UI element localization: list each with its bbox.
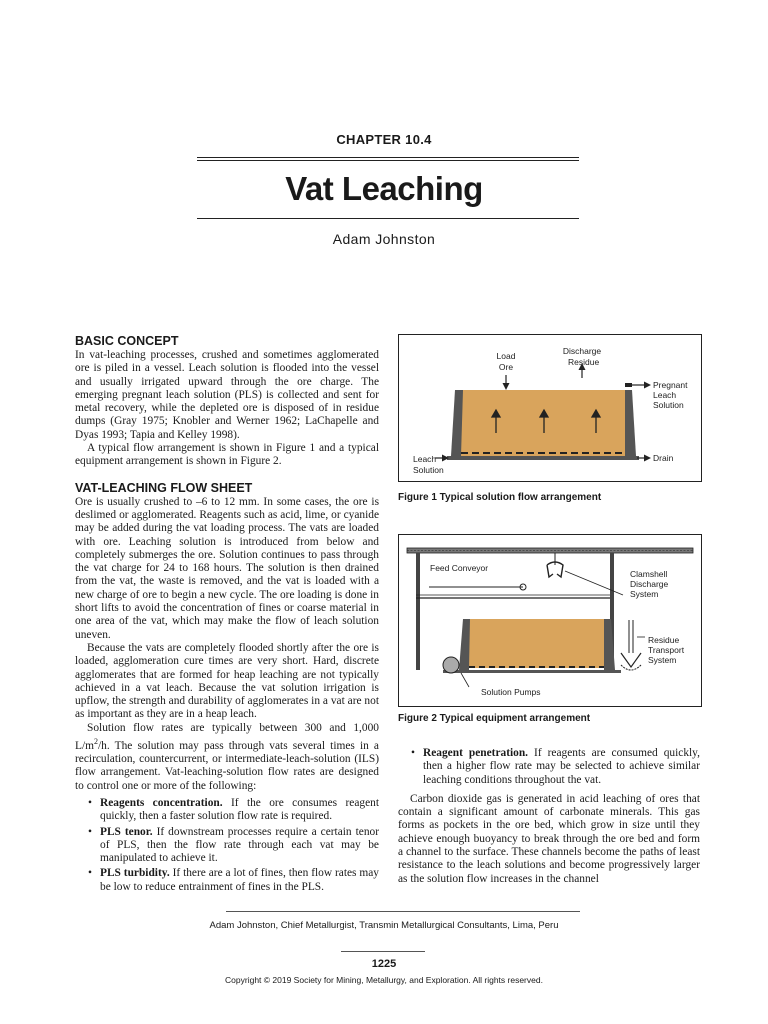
vat2-left-wall: [459, 619, 470, 670]
paragraph-flow-sheet-1: Ore is usually crushed to –6 to 12 mm. In some cases, the ore is deslimed or agglomerated. Reagents such as acid, lime, or cyanide may be added during the vat loading process. The vats are loaded with ore. Leaching solution is introduced from below and completely submerges the ore. Solution continues to pass through the vat charge for 24 to 168 hours. The solution is then drained from the vat, the waste is removed, and the vat is loaded with a new charge of ore to begin a new cycle. The ore loading is done in short lifts to avoid the concentration of fines or coarse material in one area of the vat, which may make the flow of leach solution uneven.: [75, 495, 379, 641]
vat2-floor: [443, 670, 621, 673]
footnote-rule: [226, 911, 580, 912]
right-column-text: [398, 747, 700, 886]
list-item: [398, 747, 700, 787]
paragraph-carbon-dioxide: Carbon dioxide gas is generated in acid leaching of ores that contain a significant amount of carbonate minerals. This gas forms as pockets in the ore bed, which grow in size until they achieve enough buoyancy to break through the ore bed and form a channel to the surface. These channels become the paths of least resistance to the leach solutions and become progressively larger as the solution flow increases in the channel: [398, 792, 700, 885]
label-discharge: Discharge: [562, 346, 602, 356]
label-residue: Residue: [648, 635, 680, 645]
paragraph-flow-sheet-2: Because the vats are completely flooded shortly after the ore is loaded, agglomeration cure times are very short. Hard, discrete agglomerates that are formed for heap leaching are not typically achieved in a vat leach. Because the vat solution irrigation is upflow, the strength and durability of agglomerates in a vat are not as important as they are in a heap leach.: [75, 641, 379, 721]
label-clamshell-system: System: [630, 589, 659, 599]
chapter-title: Vat Leaching: [285, 170, 483, 207]
list-item: [75, 797, 379, 824]
label-transport-system: System: [648, 655, 677, 665]
figure-1-caption: Figure 1 Typical solution flow arrangement: [398, 492, 602, 503]
copyright-notice: Copyright © 2019 Society for Mining, Metallurgy, and Exploration. All rights reserved.: [225, 975, 543, 985]
list-item-text: If reagents are consumed quickly, then a higher flow rate may be selected to achieve similar leaching conditions throughout the vat.: [423, 747, 700, 786]
list-item-term: PLS turbidity.: [100, 867, 170, 880]
chapter-label: CHAPTER 10.4: [336, 132, 432, 147]
title-rule-bottom: [197, 218, 579, 219]
ore-charge: [461, 390, 625, 456]
right-bullet-list: [398, 747, 700, 787]
vat-right-wall: [625, 390, 636, 456]
label-leach-pls: Leach: [653, 390, 677, 400]
label-ore: Ore: [498, 362, 514, 372]
list-item-text: If downstream processes require a certain tenor of PLS, then the flow rate through each vat may be manipulated to achieve it.: [100, 825, 379, 865]
paragraph-basic-concept-1: In vat-leaching processes, crushed and sometimes agglomerated ore is piled in a vessel. Leach solution is flooded into the vessel and usually irrigated upward through the ore charge. The emerging pregnant leach solution (PLS) is collected and sent for metal recovery, while the depleted ore is disposed of in residue dumps (Gray 1975; Knobler and Werner 1962; LaChapelle and Dyas 1993; Tapia and Kelley 1998).: [75, 349, 379, 441]
paragraph-basic-concept-2: A typical flow arrangement is shown in Figure 1 and a typical equipment arrangement is shown in Figure 2.: [75, 442, 379, 468]
list-item-term: Reagents concentration.: [100, 797, 223, 809]
label-feed-conveyor: Feed Conveyor: [430, 563, 489, 573]
left-column: [75, 334, 379, 896]
flow-control-list: [75, 797, 379, 894]
flow-rate-text-end: /h. The solution may pass through vats several times in a recirculation, countercurrent, or intermediate-leach-solution (ILS) flow arrangement. Vat-leaching-solution flow rates are designed to control one or more of the following:: [75, 739, 379, 792]
label-pregnant: Pregnant: [653, 380, 688, 390]
list-item-term: PLS tenor.: [100, 825, 153, 838]
label-solution-in: Solution: [413, 465, 444, 475]
label-transport: Transport: [648, 645, 685, 655]
page-number: 1225: [371, 958, 397, 970]
figure-2-caption: Figure 2 Typical equipment arrangement: [398, 713, 591, 724]
section-heading-basic-concept: BASIC CONCEPT: [75, 334, 179, 348]
figure-1-diagram: [399, 335, 701, 481]
list-item-text: If there are a lot of fines, then flow rates may be low to reduce entrainment of fines in the PLS.: [100, 867, 379, 893]
list-item: [75, 867, 379, 894]
label-solution-pumps: Solution Pumps: [481, 687, 541, 697]
flow-rate-superscript: 2: [93, 737, 98, 747]
vat-left-wall: [451, 390, 463, 456]
clamshell-leader: [565, 571, 623, 595]
label-clamshell: Clamshell: [630, 569, 668, 579]
list-item-term: Reagent penetration.: [423, 747, 529, 759]
figure-2-diagram: [399, 535, 701, 706]
label-solution-pls: Solution: [653, 400, 684, 410]
author-name: Adam Johnston: [332, 231, 436, 247]
vat-floor: [447, 456, 639, 460]
page-number-rule: [341, 951, 425, 952]
title-rule-top-double: [197, 160, 579, 161]
flow-rate-text-start: Solution flow rates are typically between 300 and 1,000 L/m: [75, 721, 379, 752]
title-rule-top: [197, 157, 579, 158]
label-drain: Drain: [653, 453, 674, 463]
list-item: [75, 826, 379, 866]
figure-1: [398, 334, 702, 482]
figure-2: [398, 534, 702, 707]
list-item-text: If the ore consumes reagent quickly, then a faster solution flow rate is required.: [100, 797, 379, 823]
label-leach-in: Leach: [413, 454, 437, 464]
paragraph-flow-rates: [75, 722, 379, 793]
section-heading-flow-sheet: VAT-LEACHING FLOW SHEET: [75, 480, 253, 495]
gantry-post-left: [416, 553, 420, 670]
solution-pump: [443, 657, 459, 673]
label-residue: Residue: [568, 357, 600, 367]
label-load: Load: [496, 351, 516, 361]
ore-charge-2: [469, 619, 604, 668]
label-clamshell-discharge: Discharge: [630, 579, 669, 589]
author-footnote: Adam Johnston, Chief Metallurgist, Transmin Metallurgical Consultants, Lima, Peru: [209, 920, 559, 931]
